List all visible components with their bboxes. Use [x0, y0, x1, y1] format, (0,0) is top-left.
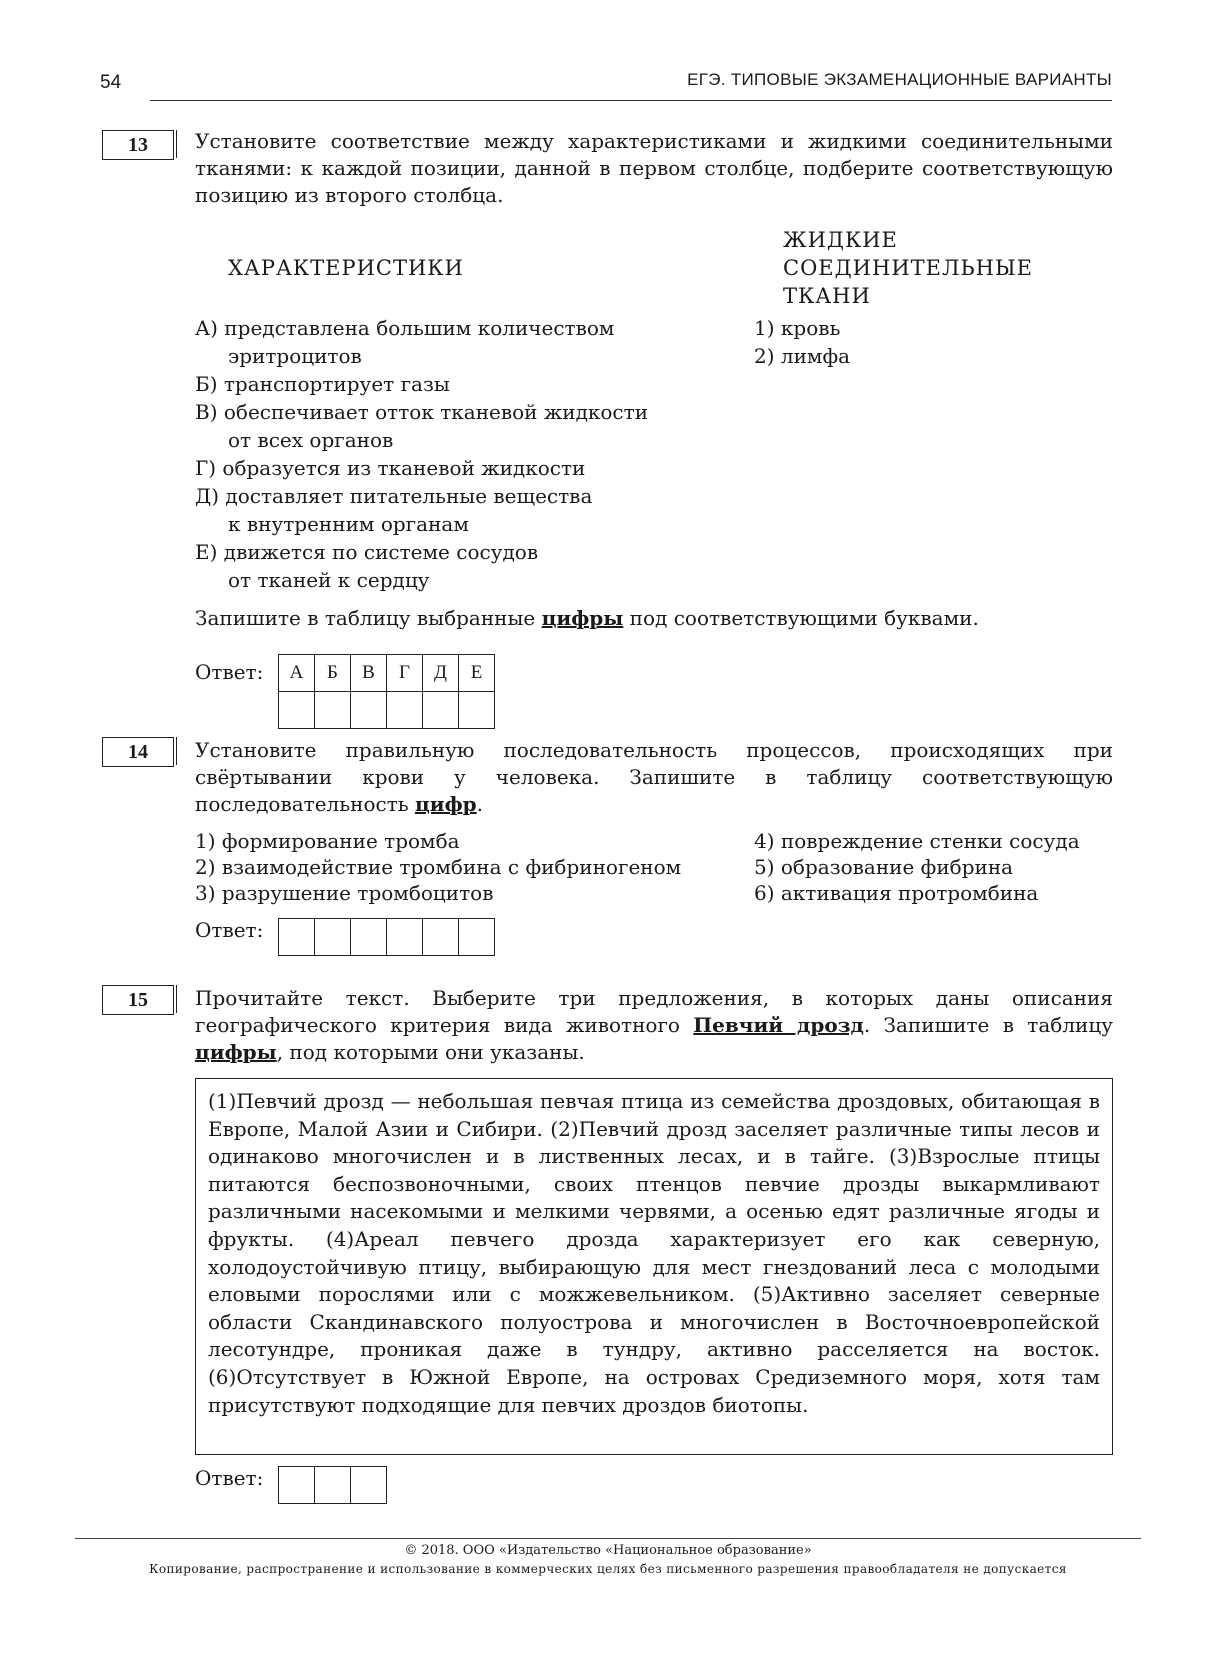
- footer-copyright: © 2018. ООО «Издательство «Национальное образование»: [404, 1543, 812, 1558]
- answer-input-cell[interactable]: [387, 919, 423, 956]
- sequence-item: 6) активация протромбина: [754, 881, 1039, 905]
- task-13-number: 13: [102, 130, 174, 160]
- sequence-item: 1) формирование тромба: [195, 829, 460, 853]
- task-14-instruction: Установите правильную последовательность процессов, происходящих при свёртывании крови у человека. Запишите в таблицу соответствующую последовательность цифр.: [195, 738, 1113, 816]
- answer-letter-cell: Б: [315, 655, 351, 692]
- task-14-number: 14: [102, 737, 174, 767]
- task-13-write-instruction: Запишите в таблицу выбранные цифры под соответствующими буквами.: [195, 606, 979, 630]
- answer-letter-cell: Е: [459, 655, 495, 692]
- task-14-answer-label: Ответ:: [195, 918, 264, 942]
- characteristic-line: от всех органов: [228, 428, 394, 452]
- header-rule: [150, 100, 1112, 101]
- sequence-item: 3) разрушение тромбоцитов: [195, 881, 494, 905]
- page-header-title: ЕГЭ. ТИПОВЫЕ ЭКЗАМЕНАЦИОННЫЕ ВАРИАНТЫ: [687, 70, 1112, 89]
- sequence-item: 5) образование фибрина: [754, 855, 1014, 879]
- answer-input-cell[interactable]: [351, 919, 387, 956]
- task-13-right-heading-2: СОЕДИНИТЕЛЬНЫЕ: [783, 256, 1033, 280]
- answer-input-cell[interactable]: [279, 692, 315, 729]
- answer-input-cell[interactable]: [351, 1467, 387, 1504]
- answer-letter-cell: Г: [387, 655, 423, 692]
- task-15-number: 15: [102, 985, 174, 1015]
- task-13-answer-label: Ответ:: [195, 660, 264, 684]
- task-15-instruction: Прочитайте текст. Выберите три предложения, в которых даны описания географического критерия вида животного Певчий дрозд. Запишите в таблицу цифры, под которыми они указаны.: [195, 986, 1113, 1064]
- characteristic-line: Д) доставляет питательные вещества: [195, 484, 593, 508]
- answer-input-cell[interactable]: [387, 692, 423, 729]
- answer-input-cell[interactable]: [423, 919, 459, 956]
- characteristic-line: В) обеспечивает отток тканевой жидкости: [195, 400, 649, 424]
- task-14-number-tail: [176, 737, 177, 765]
- task-15-answer-label: Ответ:: [195, 1466, 264, 1490]
- task-13-left-heading: ХАРАКТЕРИСТИКИ: [228, 256, 464, 280]
- answer-input-cell[interactable]: [423, 692, 459, 729]
- page-number: 54: [100, 72, 122, 93]
- answer-input-cell[interactable]: [459, 919, 495, 956]
- task-13-right-heading-1: ЖИДКИЕ: [783, 228, 898, 252]
- sequence-item: 4) повреждение стенки сосуда: [754, 829, 1080, 853]
- tissue-option: 1) кровь: [754, 316, 841, 340]
- characteristic-line: от тканей к сердцу: [228, 568, 430, 592]
- answer-input-cell[interactable]: [459, 692, 495, 729]
- answer-letter-cell: Д: [423, 655, 459, 692]
- task-13-number-tail: [176, 130, 177, 158]
- footer-rule: [75, 1538, 1141, 1539]
- task-14-answer-table: [278, 918, 495, 956]
- task-13-instruction: Установите соответствие между характеристиками и жидкими соединительными тканями: к каждой позиции, данной в первом столбце, подберите соответствующую позицию из второго столбца.: [195, 129, 1113, 207]
- characteristic-line: Е) движется по системе сосудов: [195, 540, 539, 564]
- answer-input-cell[interactable]: [351, 692, 387, 729]
- task-15-number-tail: [176, 985, 177, 1013]
- task-15-answer-table: [278, 1466, 387, 1504]
- answer-input-cell[interactable]: [315, 1467, 351, 1504]
- sequence-item: 2) взаимодействие тромбина с фибриногеном: [195, 855, 682, 879]
- answer-input-cell[interactable]: [279, 919, 315, 956]
- answer-input-cell[interactable]: [315, 692, 351, 729]
- characteristic-line: А) представлена большим количеством: [195, 316, 615, 340]
- characteristic-line: Г) образуется из тканевой жидкости: [195, 456, 586, 480]
- characteristic-line: Б) транспортирует газы: [195, 372, 450, 396]
- answer-letter-cell: В: [351, 655, 387, 692]
- characteristic-line: к внутренним органам: [228, 512, 469, 536]
- task-13-answer-table: [278, 654, 495, 729]
- answer-input-cell[interactable]: [279, 1467, 315, 1504]
- answer-letter-cell: А: [279, 655, 315, 692]
- characteristic-line: эритроцитов: [228, 344, 362, 368]
- task-13-right-heading-3: ТКАНИ: [783, 284, 871, 308]
- answer-input-cell[interactable]: [315, 919, 351, 956]
- task-15-text-box: (1)Певчий дрозд — небольшая певчая птица из семейства дроздовых, обитающая в Европе, Малой Азии и Сибири. (2)Певчий дрозд заселяет различные типы лесов и одинаково многочислен и в лиственных лесах, и в тайге. (3)Взрослые птицы питаются беспозвоночными, своих птенцов певчие дрозды выкармливают различными насекомыми и мелкими червями, а осенью едят различные ягоды и фрукты. (4)Ареал певчего дрозда характеризует его как северную, холодоустойчивую птицу, выбирающую для мест гнездований леса с молодыми еловыми порослями или с можжевельником. (5)Активно заселяет северные области Скандинавского полуострова и многочислен в Восточноевропейской лесотундре, проникая даже в тундру, активно расселяется на восток. (6)Отсутствует в Южной Европе, на островах Средиземного моря, хотя там присутствуют подходящие для певчих дроздов биотопы.: [195, 1078, 1113, 1455]
- tissue-option: 2) лимфа: [754, 344, 851, 368]
- footer-notice: Копирование, распространение и использование в коммерческих целях без письменного разрешения правообладателя не допускается: [149, 1562, 1067, 1576]
